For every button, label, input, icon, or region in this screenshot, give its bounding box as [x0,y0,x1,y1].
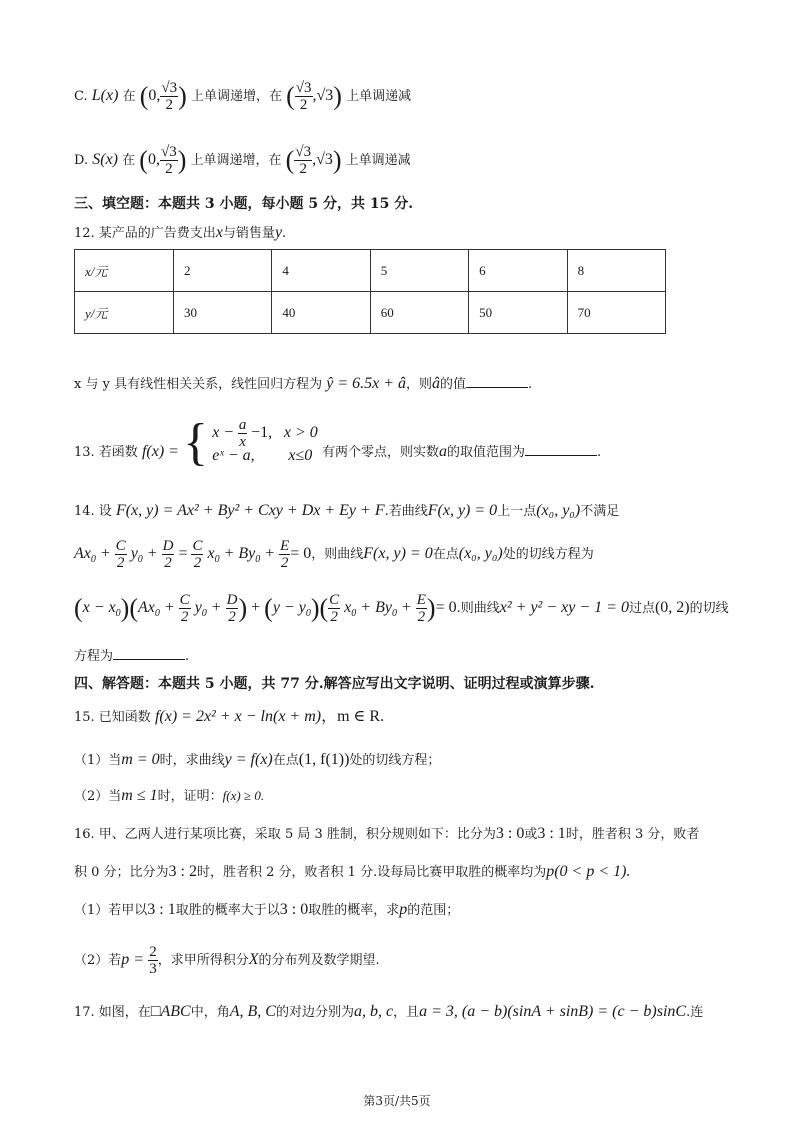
text: . [528,377,533,392]
function-name: L(x) [91,87,119,104]
text: （2）当 [74,789,122,804]
text: 在点 [432,547,459,562]
text: 时，胜者积 3 分，败者 [565,827,700,842]
question-15-part-1 [74,750,440,771]
condition: m ≤ 1 [121,787,158,804]
point: (x₀, y₀) [458,545,503,562]
var-p: p = [121,951,145,968]
option-c [74,80,411,113]
question-16-part-1 [74,900,459,921]
text: （1）若甲以 [74,903,148,918]
text: 的切线 [689,601,729,616]
text: 与销售量 [222,226,275,241]
text: 15. 已知函数 [74,710,151,725]
section-4-heading: 四、解答题：本题共 5 小题，共 77 分.解答应写出文字说明、证明过程或演算步骤. [74,676,595,692]
fraction [160,144,178,177]
text: 上单调递减 [345,153,411,168]
interval-end: ,√3 [312,87,334,104]
equation-end: = 0 [435,599,457,616]
answer-blank[interactable] [466,373,528,388]
numerator: √3 [161,80,178,96]
text: 上单调递增，在 [190,89,282,104]
text: 不满足 [580,504,620,519]
interval-start: 0, [148,87,161,104]
score: 3 : 0 [495,825,525,842]
text: 的范围； [407,903,460,918]
paren-open: ( [139,145,148,175]
text: 处的切线方程为 [502,547,594,562]
fraction [160,80,178,113]
question-16-part-2 [74,944,380,978]
condition: m = 0 [121,751,160,768]
table-cell: 4 [272,250,370,292]
text: 方程为 [74,649,114,664]
text: 的取值范围为 [446,445,525,460]
text: 积 0 分；比分为 [74,865,169,880]
text: 时，证明： [157,789,223,804]
var-a: a [438,443,447,460]
score: 3 : 1 [537,825,566,842]
numerator: √3 [295,144,312,160]
sides: a, b, c [353,1003,394,1020]
page-footer: 第3页/共5页 [363,1094,431,1108]
var-x: x [215,224,223,241]
option-d [74,144,411,177]
text: .连 [686,1005,704,1020]
denominator: 2 [299,97,308,113]
question-17 [74,1002,703,1023]
text: 的分布列及数学期望. [258,953,380,968]
numerator: √3 [160,144,177,160]
fraction [295,80,313,113]
question-14-line-4 [74,645,189,667]
score: 3 : 1 [147,901,176,918]
text: 有两个零点，则实数 [321,445,439,460]
var-X: X [248,951,259,968]
text: 过点 [628,601,655,616]
table-cell: 70 [567,292,665,334]
paren-open: ( [285,145,295,175]
text: 上一点 [497,504,537,519]
table-cell: 6 [469,250,567,292]
expr: x − [212,423,235,441]
table-row [75,292,666,334]
function-equation: f(x) = 2x² + x − ln(x + m) [154,708,322,725]
data-table [74,249,666,334]
var-y: y [274,224,283,241]
table-row [75,250,666,292]
interval-end: ,√3 [312,151,333,168]
option-label: C. [74,89,88,104]
denominator: 2 [165,161,173,177]
text: . [282,226,287,241]
case-2 [212,445,318,467]
text: 时，求曲线 [159,753,225,768]
question-14-line-3: $(x - x_0)(Ax_0$ + $\frac{C}{2}$ $y_0$ + $\frac{D}{2}$ ) + $(y - y_0)$( $\frac{C}{2}$ $x_0 + By_0$ + $\frac{E}{2}$ )= 0.则曲线x² + y² − xy − 1 = 0过点(0, 2)的切线 [74,592,729,625]
fraction [294,144,312,177]
table-cell: 50 [469,292,567,334]
text: ，则曲线 [311,547,364,562]
section-3-heading: 三、填空题：本题共 3 小题，每小题 5 分，共 15 分. [74,196,414,212]
paren-close: ) [333,81,342,111]
table-cell: 60 [370,292,468,334]
text: 的对边分别为 [275,1005,354,1020]
text: . [185,649,190,664]
paren-open: ( [139,81,149,111]
row-label: x/元 [75,250,174,292]
function-def: f(x) = [141,442,179,460]
text: 17. 如图，在 [74,1005,151,1020]
option-label: D. [74,153,89,168]
piecewise [212,417,318,467]
condition: x≤0 [288,447,313,464]
score: 3 : 2 [168,863,197,880]
curve: y = f(x) [224,751,273,768]
answer-blank[interactable] [525,441,597,456]
equation: F(x, y) = Ax² + By² + Cxy + Dx + Ey + F [115,502,385,519]
question-13 [74,414,602,479]
text: 取胜的概率，求 [308,903,400,918]
text: 14. 设 [74,504,112,519]
interval-start: 0, [147,151,160,168]
paren-close: ) [177,145,187,175]
text: （2）若 [74,953,122,968]
question-16-line-1 [74,824,699,845]
question-15 [74,707,384,728]
point: (0, 2) [654,599,690,616]
denominator: 2 [165,97,173,113]
numerator: √3 [295,80,312,96]
text: .若曲线 [384,504,428,519]
text: 在点 [272,753,299,768]
equation: F(x, y) = 0 [363,545,433,562]
text: 中，角 [190,1005,230,1020]
text: 在 [122,89,136,104]
var-ahat: â [432,375,441,392]
text: 的值 [440,377,467,392]
row-label: y/元 [75,292,174,334]
fraction [148,944,158,977]
text: ，求甲所得积分 [157,953,249,968]
numerator: a [238,417,247,433]
text: 上单调递增，在 [190,153,282,168]
score: 3 : 0 [279,901,309,918]
curve-equation: x² + y² − xy − 1 = 0 [499,599,629,616]
text: 时，胜者积 2 分，败者积 1 分.设每局比赛甲取胜的概率均为 [197,865,547,880]
denominator: 3 [149,961,157,977]
point: (x₀, y₀) [536,502,581,519]
text: 上单调递减 [346,89,412,104]
text: 在 [122,153,136,168]
paren-close: ) [332,145,342,175]
text: 12. 某产品的广告费支出 [74,226,216,241]
equation: F(x, y) = 0 [427,502,498,519]
table-cell: 8 [567,250,665,292]
text: 处的切线方程； [349,753,441,768]
text: x 与 y 具有线性相关关系，线性回归方程为 [74,377,323,392]
paren-open: ( [286,81,295,111]
probability-range: p(0 < p < 1). [546,863,631,880]
condition-equation: a = 3, (a − b)(sinA + sinB) = (c − b)sinC [419,1003,687,1020]
case-1 [212,417,318,450]
question-12-body [74,373,532,395]
triangle: □ABC [150,1003,191,1020]
table-cell: 40 [272,292,370,334]
equation-end: = 0 [290,545,312,562]
text: （1）当 [74,753,122,768]
answer-blank[interactable] [113,645,185,660]
text: 或 [524,827,538,842]
var-p: p [399,901,408,918]
text: 取胜的概率大于以 [175,903,280,918]
paren-close: ) [178,81,187,111]
table-cell: 2 [174,250,272,292]
question-14-line-1 [74,501,619,522]
text: 13. 若函数 [74,444,138,460]
question-15-part-2 [74,786,264,807]
table-cell: 5 [370,250,468,292]
question-16-line-2 [74,862,630,883]
question-12-intro [74,223,286,244]
inequality: f(x) ≥ 0. [222,788,265,803]
text: . [596,445,602,460]
denominator: x [239,434,246,450]
question-14-line-2: $Ax_0$ + $\frac{C}{2}$ $y_0$ + $\frac{D}{2}$ = $\frac{C}{2}$ $x_0 + By_0$ + $\frac{E}{2}$ = 0，则曲线F(x, y) = 0在点(x₀, y₀)处的切线方程为 [74,538,594,571]
numerator: 2 [149,944,157,960]
brace: { [183,414,209,471]
domain: ，m ∈ R. [321,708,385,725]
table-cell: 30 [174,292,272,334]
regression-equation: ŷ = 6.5x + â [326,375,407,392]
denominator: 2 [299,161,307,177]
text: .则曲线 [456,601,500,616]
condition: x > 0 [283,423,318,441]
angles: A, B, C [229,1003,276,1020]
text: ，且 [393,1005,420,1020]
text: 16. 甲、乙两人进行某项比赛，采取 5 局 3 胜制，积分规则如下：比分为 [74,827,496,842]
expr: eˣ − a, [212,447,255,464]
expr: −1, [251,423,273,441]
text: ，则 [406,377,433,392]
point: (1, f(1)) [298,751,350,768]
function-name: S(x) [92,151,118,168]
